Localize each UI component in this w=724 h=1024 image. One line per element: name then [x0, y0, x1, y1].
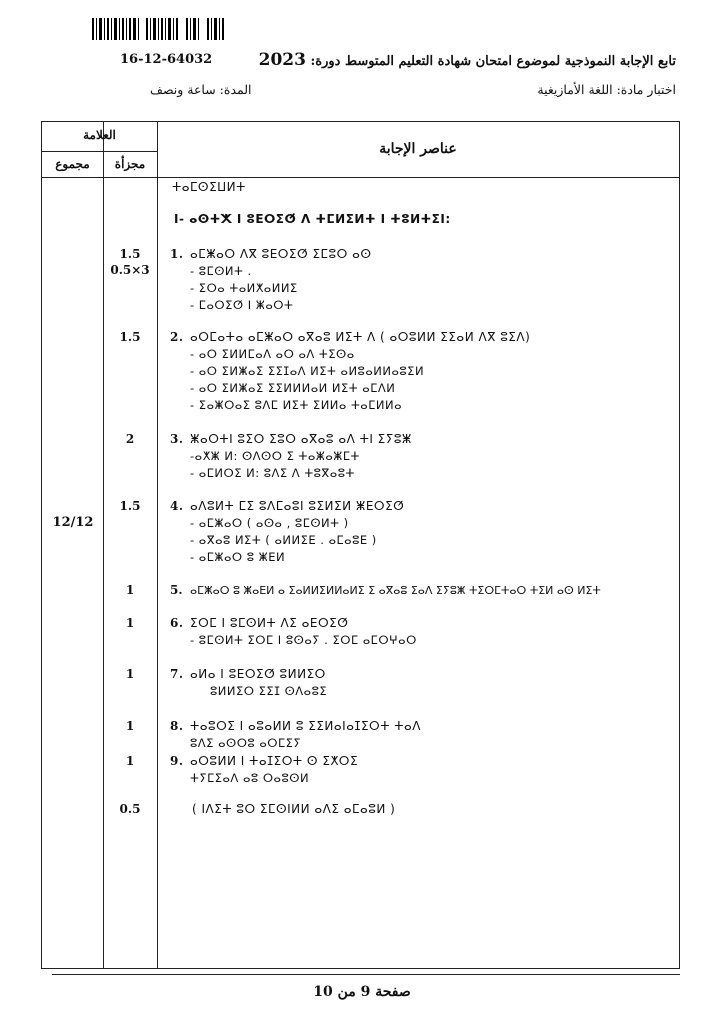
item-number: 8.	[170, 719, 184, 733]
sub-answer: - ⵓⵎⵙⵍⵜ .	[190, 264, 252, 278]
item-text: ⴰⵎⵥⴰⵔ ⵓ ⵥⴰⴹⵍ ⴰ ⵉⴰⵍⵍⵉⵍⵍⴰⵍⵉ ⵉ ⴰⴳⴰⵓ ⵉⴰⴷ ⵉⵢⵓⵥ ⵜⵉⵔⵎⵜⴰⵔ ⵜⵉⵍ ⴰⵙ ⵍⵉⵜ	[190, 584, 601, 597]
sub-answer: - ⴰⵎⵥⴰⵔ ⵓ ⵥⴹⵍ	[190, 550, 286, 564]
exam-title	[259, 50, 676, 70]
answer-item	[170, 754, 358, 768]
answer-item	[170, 616, 348, 630]
table-divider	[42, 151, 157, 152]
item-number: 3.	[170, 432, 184, 446]
document-code: 16-12-64032	[120, 52, 213, 67]
sub-answer: - ⵎⴰⵔⵉⵚ ⵏ ⵥⴰⵔⵜ	[190, 298, 294, 312]
item-number: 5.	[170, 583, 183, 597]
sub-answer: - ⵉⵔⴰ ⵜⴰⵍⵅⴰⵍⵍⵉ	[190, 281, 298, 295]
item-text: ⵉⵔⵎ ⵏ ⵓⵎⵙⵍⵜ ⴷⵉ ⴰⴹⵔⵉⵚ	[190, 616, 349, 630]
score-value: 1	[125, 719, 135, 733]
item-text: ⴰⵔⵎⴰⵜⴰ ⴰⵎⵥⴰⵔ ⴰⴳⴰⵓ ⵍⵉⵜ ⴷ ( ⴰⵔⵓⵍⵍ ⵉⵉⴰⵍ ⴷⴳ ⵓⵉⴷ)	[190, 330, 531, 344]
sub-answer: - ⴰⵔ ⵉⵍⵍⵎⴰⴷ ⴰⵔ ⴰⴷ ⵜⵉⵙⴰ	[190, 347, 355, 361]
answer-item	[170, 667, 326, 681]
exam-subject: اختبار مادة: اللغة الأمازيغية	[537, 82, 676, 97]
item-text: ⴰⴷⵓⵍⵜ ⵎⵉ ⵓⴷⵎⴰⵓⵏ ⵓⵉⵍⵉⵍ ⵥⴹⵔⵉⵚ	[190, 499, 405, 513]
item-number: 6.	[170, 616, 184, 630]
score-value: 1.5	[119, 247, 141, 261]
answer-item	[170, 499, 404, 513]
sub-answer: -ⴰⵅⵥ ⵍ: ⵙⴷⵙⵔ ⵉ ⵜⴰⵥⴰⵥⵎⵜ	[190, 449, 360, 463]
sub-answer: - ⴰⵎⵥⴰⵔ ( ⴰⵙⴰ , ⵓⵎⵙⵍⵜ )	[190, 516, 349, 530]
sub-answer: - ⵓⵎⵙⵍⵜ ⵉⵔⵎ ⵏ ⵓⵙⴰⵢ . ⵉⵔⵎ ⴰⵎⵔⵖⴰⵔ	[190, 633, 417, 647]
answer-header: عناصر الإجابة	[379, 141, 457, 157]
answer-table	[41, 121, 680, 969]
item-text: ⴰⵍⴰ ⵏ ⵓⴹⵔⵉⵚ ⵓⵍⵍⵉⵔ	[190, 667, 326, 681]
score-header: العلامة	[83, 128, 116, 142]
sub-answer: ⵓⴷⵉ ⴰⵙⵔⵓ ⴰⵔⵎⵉⵢ	[190, 736, 302, 750]
part-header: مجزأة	[114, 157, 146, 171]
section-title: ⵜⴰⵎⵙⵉⵡⵍⵜ	[172, 180, 246, 194]
item-number: 2.	[170, 330, 184, 344]
answer-item	[170, 432, 412, 446]
part-title: I- ⴰⵙⵜⵅ ⵏ ⵓⴹⵔⵉⵚ ⴷ ⵜⵎⵍⵉⵍⵜ ⵏ ⵜⵓⵍⵜⵉⵏ:	[174, 212, 451, 226]
sub-answer: - ⵉⴰⵥⵔⴰⵉ ⵓⴷⵎ ⵍⵉⵜ ⵉⵍⵍⴰ ⵜⴰⵎⵍⵍⴰ	[190, 398, 403, 412]
item-number: 1.	[170, 247, 184, 261]
page-number: صفحة 9 من 10	[313, 984, 411, 1000]
score-value: 1.5	[119, 330, 141, 344]
table-divider	[42, 177, 679, 178]
sub-answer: ⵜⵢⵎⵉⴰⴷ ⴰⵓ ⵔⴰⵓⵙⵍ	[190, 771, 310, 785]
score-value: 1	[125, 754, 135, 768]
score-value: 1	[125, 616, 135, 630]
answer-item	[170, 330, 530, 344]
item-text: ⴰⵔⵓⵍⵍ ⵏ ⵜⴰⵊⵉⵔⵜ ⵙ ⵉⵅⵔⵉ	[190, 754, 359, 768]
exam-duration: المدة: ساعة ونصف	[150, 82, 252, 97]
bonus-answer: ( ⵏⴷⵉⵜ ⵓⵔ ⵉⵎⵙⵏⵍⵍ ⴰⴷⵉ ⴰⵎⴰⵓⵍ )	[192, 802, 396, 816]
score-value: 1	[125, 667, 135, 681]
footer-divider	[52, 974, 680, 975]
sub-answer: - ⴰⵔ ⵉⵍⵥⴰⵉ ⵉⵉⵍⵍⵍⴰⵍ ⵍⵉⵜ ⴰⵎⴷⵍ	[190, 381, 396, 395]
item-text: ⴰⵎⵥⴰⵔ ⴷⴳ ⵓⴹⵔⵉⵚ ⵉⵎⵓⵔ ⴰⵙ	[190, 247, 372, 261]
score-value: 1	[125, 583, 135, 597]
answer-item	[170, 719, 421, 733]
item-number: 7.	[170, 667, 184, 681]
answer-item	[170, 583, 601, 597]
item-number: 9.	[170, 754, 184, 768]
sub-answer: ⵓⵍⵍⵉⵔ ⵉⵉⵊ ⵙⴷⴰⵓⵉ	[210, 684, 328, 698]
total-score: 12/12	[52, 515, 94, 530]
exam-title-text: تابع الإجابة النموذجية لموضوع امتحان شهادة التعليم المتوسط دورة:	[310, 54, 676, 69]
score-value: 2	[125, 432, 135, 446]
barcode	[92, 18, 226, 40]
item-text: ⵜⴰⵓⵔⵉ ⵏ ⴰⵓⴰⵍⵍ ⵓ ⵉⵉⵍⴰⵏⴰⵊⵉⵔⵜ ⵜⴰⴷ	[190, 719, 421, 733]
item-text: ⵥⴰⵔⵜⵏ ⵓⵉⵔ ⵉⵓⵔ ⴰⴳⴰⵓ ⴰⴷ ⵜⵏ ⵉⵢⵓⵥ	[190, 432, 412, 446]
score-value: 1.5	[119, 499, 141, 513]
sub-answer: - ⴰⵎⵍⵔⵉ ⵍ: ⵓⴷⵉ ⴷ ⵜⵓⴳⴰⵓⵜ	[190, 466, 355, 480]
answer-item	[170, 247, 371, 261]
total-header: مجموع	[55, 157, 90, 171]
score-value: 0.5	[119, 802, 141, 816]
sub-answer: - ⴰⵔ ⵉⵍⵥⴰⵉ ⵉⵉⵊⴰⴷ ⵍⵉⵜ ⴰⵍⵓⴰⵍⵍⴰⵓⵉⵍ	[190, 364, 425, 378]
score-value: 0.5×3	[110, 263, 150, 277]
sub-answer: - ⴰⴳⴰⵓ ⵍⵉⵜ ( ⴰⵍⵍⵉⴹ . ⴰⵎⴰⵓⴹ )	[190, 533, 377, 547]
exam-year: 2023	[258, 50, 306, 70]
item-number: 4.	[170, 499, 184, 513]
